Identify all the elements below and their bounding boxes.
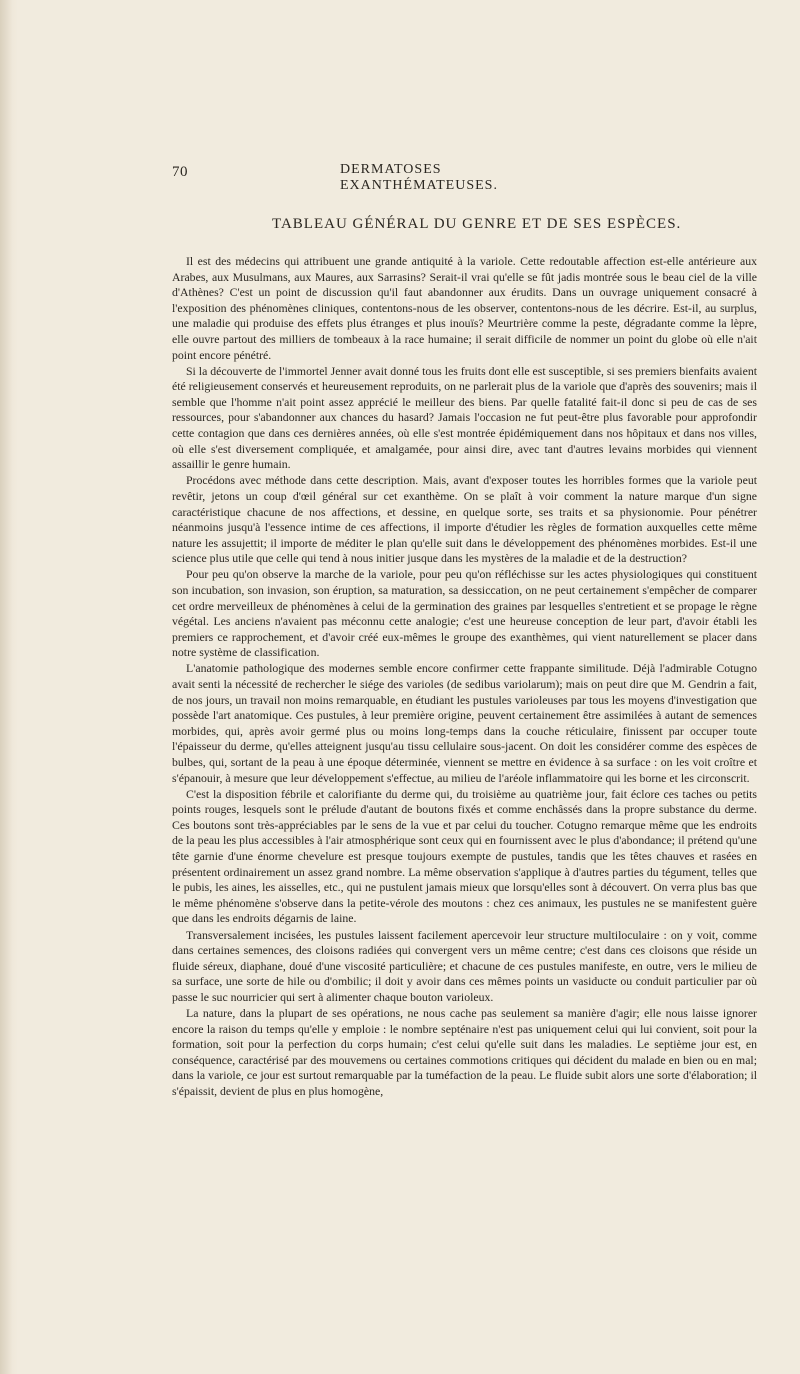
running-head (172, 162, 592, 193)
paragraph: Si la découverte de l'immortel Jenner avait donné tous les fruits dont elle est susceptible, si ses premiers bienfaits avaient été religieusement conservés et heureusement reproduits, on ne parlerait plus de la variole que d'après des souvenirs; mais il semble que l'homme n'ait point assez apprécié le meilleur des biens. Par quelle fatalité fait-il donc si peu de cas de ses ressources, pour s'abandonner aux chances du hasard? Jamais l'occasion ne fut peut-être plus favorable pour approfondir cette contagion que dans ces dernières années, où elle s'est montrée épidémiquement dans nos hôpitaux et dans nos villes, où elle s'est diversement compliquée, et amalgamée, pour ainsi dire, avec tant d'autres levains morbides qui viennent assaillir le genre humain. (172, 363, 757, 472)
paragraph: L'anatomie pathologique des modernes semble encore confirmer cette frappante similitude. Déjà l'admirable Cotugno avait senti la nécessité de rechercher le siége des varioles (de sedibus variolarum); mais on peut dire que M. Gendrin a fait, de nos jours, un travail non moins remarquable, en étudiant les pustules varioleuses par tous les moyens d'investigation que possède l'art anatomique. Ces pustules, à leur première origine, peuvent certainement être assimilées à autant de semences morbides, qui, après avoir germé plus ou moins long-temps dans la couche réticulaire, finissent par occuper toute l'épaisseur du derme, qu'elles atteignent jusqu'au tissu cellulaire sous-jacent. On doit les considérer comme des espèces de bulbes, qui, sortant de la peau à une époque déterminée, viennent se mettre en évidence à sa surface : on les voit croître et s'épanouir, à mesure que leur développement s'effectue, au milieu de l'aréole inflammatoire qui les borne et les circonscrit. (172, 661, 757, 785)
paragraph: Il est des médecins qui attribuent une grande antiquité à la variole. Cette redoutable affection est-elle antérieure aux Arabes, aux Musulmans, aux Maures, aux Sarrasins? Serait-il vrai qu'elle se fût jadis montrée sous le beau ciel de la ville d'Athènes? C'est un point de discussion qu'il faut abandonner aux érudits. Dans un ouvrage uniquement consacré à l'exposition des phénomènes cliniques, contentons-nous de les observer, contentons-nous de les décrire. Est-il, au surplus, une maladie qui produise des effets plus étranges et plus inouïs? Meurtrière comme la peste, dégradante comme la lèpre, elle ouvre partout des milliers de tombeaux à la race humaine; il serait difficile de nommer un point du globe où elle n'ait point encore pénétré. (172, 254, 757, 362)
body-text (172, 254, 757, 1100)
paragraph: C'est la disposition fébrile et calorifiante du derme qui, du troisième au quatrième jour, fait éclore ces taches ou petits points rouges, lesquels sont le prélude d'autant de boutons fixés et comme enchâssés dans la propre substance du derme. Ces boutons sont très-appréciables par le sens de la vue et par celui du toucher. Cotugno remarque même que les endroits de la peau les plus accessibles à l'air atmosphérique sont ceux qui en fournissent avec le plus d'abondance; il prétend qu'une tête garnie d'une énorme chevelure est presque toujours exempte de pustules, tandis que les têtes chauves et rasées en présentent ordinairement un assez grand nombre. La même observation s'applique à d'autres parties du tégument, telles que le pubis, les aines, les aisselles, etc., qui ne pustulent jamais mieux que lorsqu'elles sont à découvert. On verra plus bas que le même phénomène s'observe dans la petite-vérole des moutons : chez ces animaux, les pustules ne se manifestent guère que dans les endroits dégarnis de laine. (172, 786, 757, 926)
paragraph: Transversalement incisées, les pustules laissent facilement apercevoir leur structure multiloculaire : on y voit, comme dans certaines semences, des cloisons radiées qui convergent vers un même centre; c'est dans ces cloisons que réside un fluide séreux, diaphane, doué d'une viscosité particulière; et chacune de ces pustules manifeste, en outre, vers le milieu de sa surface, une sorte de hile ou d'ombilic; il doit y avoir dans ces mêmes points un vasiducte ou conduit particulier par où passe le suc nourricier qui sert à alimenter chaque bouton varioleux. (172, 927, 757, 1004)
page-number: 70 (172, 164, 188, 180)
paragraph: La nature, dans la plupart de ses opérations, ne nous cache pas seulement sa manière d'agir; elle nous laisse ignorer encore la raison du temps qu'elle y emploie : le nombre septénaire n'est pas uniquement celui qui lui convient, soit pour la formation, soit pour la perfection du corps humain; c'est celui qu'elle suit dans les maladies. Le septième jour est, en conséquence, caractérisé par des mouvemens ou certaines commotions critiques qui décident du malade en bien ou en mal; dans la variole, ce jour est surtout remarquable par la tuméfaction de la peau. Le fluide subit alors une sorte d'élaboration; il s'épaissit, devient de plus en plus homogène, (172, 1006, 757, 1098)
page-binding-shadow (0, 0, 18, 1374)
paragraph: Pour peu qu'on observe la marche de la variole, pour peu qu'on réfléchisse sur les actes physiologiques qui constituent son incubation, son invasion, son éruption, sa maturation, sa dessiccation, on ne peut certainement s'empêcher de comparer cet ordre merveilleux de phénomènes à celui de la germination des graines par lesquelles s'entretient et se propage le règne végétal. Les anciens n'avaient pas méconnu cette analogie; c'est une heureuse conception de leur part, d'avoir établi les premiers ce rapprochement, et d'avoir créé eux-mêmes le groupe des exanthèmes, qui vient naturellement se placer dans notre système de classification. (172, 567, 757, 660)
running-title: DERMATOSES EXANTHÉMATEUSES. (340, 162, 498, 193)
paragraph: Procédons avec méthode dans cette description. Mais, avant d'exposer toutes les horribles formes que la variole peut revêtir, jetons un coup d'œil général sur cet exanthème. On se plaît à voir comment la nature marque d'un signe caractéristique chacune de nos affections, et dessine, en quelque sorte, ses traits et sa physionomie. Pour pénétrer néanmoins jusqu'à l'essence intime de ces affections, il importe d'étudier les règles de formation auxquelles cette même nature les assujettit; il importe de méditer le plan qu'elle suit dans le développement des phénomènes morbides. Est-il une science plus utile que celle qui tend à nous initier jusque dans les mystères de la maladie et de la destruction? (172, 473, 757, 566)
section-title: TABLEAU GÉNÉRAL DU GENRE ET DE SES ESPÈCES. (272, 216, 682, 232)
